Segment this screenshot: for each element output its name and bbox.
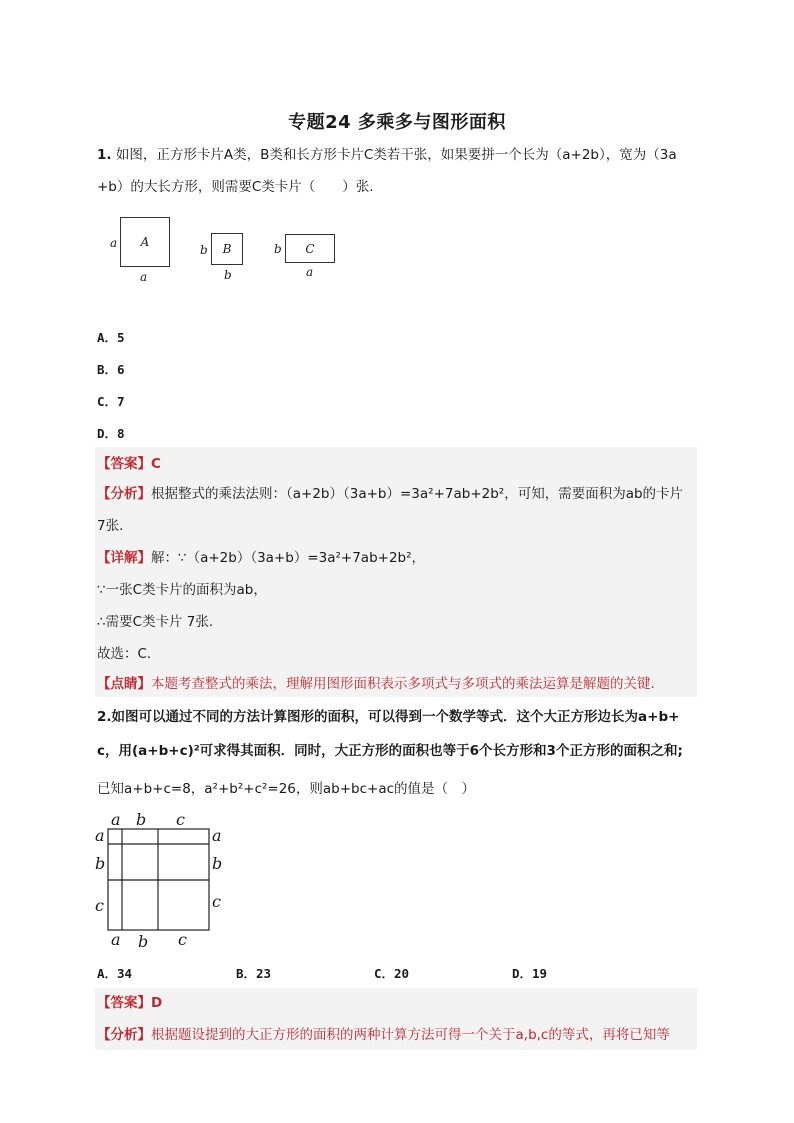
q1-fig-label-c-bottom: a: [306, 265, 314, 279]
page-title: 专题24 多乘多与图形面积: [288, 112, 506, 133]
q2-option-c: C．20: [374, 966, 410, 981]
q1-solution-band: [95, 447, 697, 697]
q1-fig-label-c-left: b: [274, 242, 282, 256]
q1-stem-text1: 如图，正方形卡片A类，B类和长方形卡片C类若干张，如果要拼一个长为（a+2b），宽为（3a: [115, 147, 677, 163]
q1-answer-line: [97, 455, 161, 473]
q2-grid-left-c: c: [95, 896, 104, 915]
q1-fig-label-a-bottom: a: [140, 270, 148, 284]
q1-card-c: C: [285, 234, 335, 263]
q1-option-a: A．5: [97, 330, 125, 345]
q1-card-a: A: [120, 217, 170, 267]
q2-answer-value: D: [151, 995, 163, 1011]
q2-analysis-tag: 【分析】: [97, 1027, 151, 1043]
q2-option-d: D．19: [512, 966, 548, 981]
q2-solution-band: [95, 988, 697, 1050]
q2-grid-right-b: b: [212, 854, 223, 873]
q1-fig-label-a-left: a: [110, 236, 118, 250]
q1-card-b: B: [211, 233, 243, 265]
q1-stem-line1: [97, 146, 677, 164]
q2-stem-line2: c，用(a+b+c)²可求得其面积．同时，大正方形的面积也等于6个长方形和3个正方形的面积之和;: [97, 743, 683, 759]
q1-figure: [100, 210, 360, 290]
q1-comment-tag: 【点睛】: [97, 676, 151, 692]
q1-detail-text1: 解：∵（a+2b）（3a+b）=3a²+7ab+2b²，: [151, 550, 426, 566]
q2-answer-line: [97, 994, 162, 1012]
q2-grid-top-b: b: [136, 810, 147, 829]
q2-grid-top-c: c: [176, 810, 185, 829]
q2-option-b: B．23: [236, 966, 272, 981]
q1-analysis-tag: 【分析】: [97, 486, 151, 502]
q1-number: 1.: [97, 147, 112, 163]
q1-answer-tag: 【答案】: [97, 456, 151, 472]
q2-stem-line3: 已知a+b+c=8，a²+b²+c²=26，则ab+bc+ac的值是（ ）: [97, 781, 476, 797]
q1-detail-tag: 【详解】: [97, 550, 151, 566]
q2-grid-bottom-b: b: [138, 932, 149, 951]
q2-answer-tag: 【答案】: [97, 995, 151, 1011]
q1-detail-line1: [97, 549, 425, 567]
q1-detail-line3: ∴需要C类卡片 7张.: [97, 614, 214, 630]
q1-analysis-line2: 7张.: [97, 518, 124, 534]
q1-analysis-text: 根据整式的乘法法则：（a+2b）（3a+b）=3a²+7ab+2b²，可知，需要面积为ab的卡片: [151, 486, 684, 502]
q2-grid-right-c: c: [212, 892, 221, 911]
q2-figure: [92, 810, 232, 952]
q1-fig-label-b-bottom: b: [224, 268, 232, 282]
q1-detail-line4: 故选：C.: [97, 646, 152, 662]
q2-option-a: A．34: [97, 966, 133, 981]
q2-grid-top-a: a: [111, 810, 121, 829]
q1-answer-value: C: [151, 456, 161, 472]
q2-analysis-line: [97, 1026, 670, 1044]
q2-grid-bottom-c: c: [178, 930, 187, 949]
q1-detail-line2: ∵一张C类卡片的面积为ab，: [97, 582, 267, 598]
q2-grid-left-b: b: [95, 854, 106, 873]
q1-fig-label-b-left: b: [200, 243, 208, 257]
q1-option-d: D．8: [97, 426, 125, 441]
q2-analysis-text: 根据题设提到的大正方形的面积的两种计算方法可得一个关于a,b,c的等式，再将已知等: [151, 1027, 670, 1043]
q2-grid-left-a: a: [95, 826, 105, 845]
q1-stem-line2: +b）的大长方形，则需要C类卡片（ ）张.: [97, 179, 374, 195]
q1-comment-line: [97, 675, 655, 693]
q2-stem-line1: 2.如图可以通过不同的方法计算图形的面积，可以得到一个数学等式．这个大正方形边长为a+b+: [97, 709, 680, 725]
q1-analysis-line: [97, 485, 683, 503]
q1-comment-text: 本题考查整式的乘法，理解用图形面积表示多项式与多项式的乘法运算是解题的关键.: [151, 676, 655, 692]
q1-option-c: C．7: [97, 394, 125, 409]
q1-option-b: B．6: [97, 362, 125, 377]
q2-grid-bottom-a: a: [111, 930, 121, 949]
q2-grid-right-a: a: [212, 826, 222, 845]
